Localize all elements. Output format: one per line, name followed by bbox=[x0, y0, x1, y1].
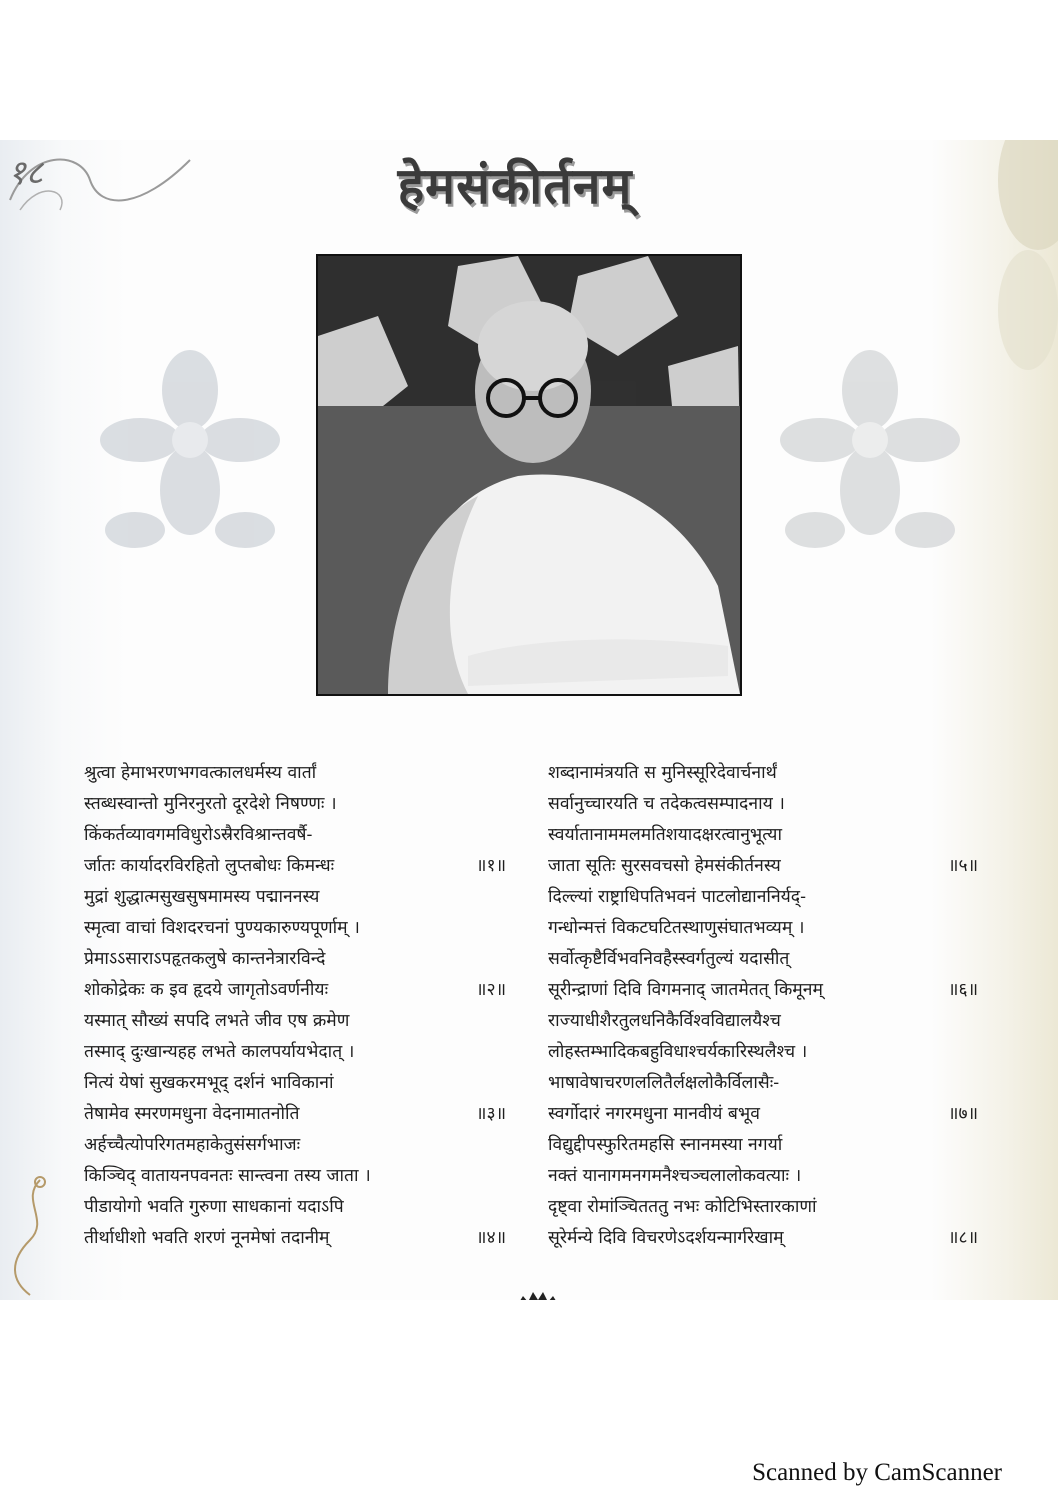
verse-number: ॥१॥ bbox=[476, 856, 507, 876]
verse-number: ॥३॥ bbox=[476, 1104, 507, 1124]
verse-number: ॥५॥ bbox=[948, 856, 979, 876]
verse-text: श्रुत्वा हेमाभरणभगवत्कालधर्मस्य वार्तां bbox=[84, 763, 317, 783]
verse-text: प्रेमाऽऽसाराऽपहृतकलुषे कान्तनेत्रारविन्दे bbox=[84, 949, 326, 969]
verse-text: स्तब्धस्वान्तो मुनिरनुरतो दूरदेशे निषण्णः । bbox=[84, 794, 337, 814]
verse-line bbox=[84, 820, 534, 851]
verse-line bbox=[548, 1037, 998, 1068]
verse-line bbox=[548, 944, 998, 975]
page-number: १८ bbox=[8, 153, 44, 193]
verse-line bbox=[84, 1037, 534, 1068]
verses-right-column bbox=[548, 758, 998, 1254]
verse-text: स्वर्यातानाममलमतिशयादक्षरत्वानुभूत्या bbox=[548, 825, 782, 845]
page-title: हेमसंकीर्तनम् bbox=[397, 156, 633, 215]
verse-line bbox=[548, 1099, 998, 1130]
verse-line bbox=[548, 1006, 998, 1037]
verse-text: लोहस्तम्भादिकबहुविधाश्चर्यकारिस्थलैश्च । bbox=[548, 1042, 808, 1062]
bottom-ornament-icon bbox=[518, 1290, 558, 1300]
verse-text: दृष्ट्वा रोमांञ्चितततु नभः कोटिभिस्तारकाणां bbox=[548, 1197, 817, 1217]
verse-line bbox=[548, 851, 998, 882]
verse-text: सूरेर्मन्ये दिवि विचरणेऽदर्शयन्मार्गरेखाम् bbox=[548, 1228, 784, 1248]
vine-ornament-icon bbox=[0, 1170, 60, 1300]
verses-left-column bbox=[84, 758, 534, 1254]
scanner-watermark: Scanned by CamScanner bbox=[752, 1459, 1002, 1486]
monk-portrait-photo bbox=[316, 254, 742, 696]
verse-text: विद्युद्दीपस्फुरितमहसि स्नानमस्या नगर्या bbox=[548, 1135, 783, 1155]
verse-text: दिल्ल्यां राष्ट्राधिपतिभवनं पाटलोद्याननिर्यद्- bbox=[548, 887, 807, 907]
damask-ornament-right-icon bbox=[760, 330, 980, 580]
verse-text: नित्यं येषां सुखकरमभूद् दर्शनं भाविकानां bbox=[84, 1073, 334, 1093]
verse-line bbox=[84, 1068, 534, 1099]
damask-ornament-left-icon bbox=[80, 330, 300, 580]
verse-text: जाता सूतिः सुरसवचसो हेमसंकीर्तनस्य bbox=[548, 856, 781, 876]
verse-line bbox=[548, 789, 998, 820]
verse-text: सर्वोत्कृष्टैर्विभवनिवहैस्स्वर्गतुल्यं यदासीत् bbox=[548, 949, 790, 969]
verse-text: भाषावेषाचरणललितैर्लक्षलोकैर्विलासैः- bbox=[548, 1073, 780, 1093]
verse-text: तेषामेव स्मरणमधुना वेदनामातनोति bbox=[84, 1104, 300, 1124]
verse-number: ॥२॥ bbox=[476, 980, 507, 1000]
verse-line bbox=[548, 882, 998, 913]
verse-line bbox=[84, 1223, 534, 1254]
verse-text: स्वर्गोदारं नगरमधुना मानवीयं बभूव bbox=[548, 1104, 760, 1124]
verse-line bbox=[84, 975, 534, 1006]
verse-text: नक्तं यानागमनगमनैश्चञ्चलालोकवत्याः । bbox=[548, 1166, 802, 1186]
verse-line bbox=[84, 1192, 534, 1223]
verse-line bbox=[548, 1161, 998, 1192]
verse-text: सूरीन्द्राणां दिवि विगमनाद् जातमेतत् किमूनम् bbox=[548, 980, 823, 1000]
verse-line bbox=[548, 1192, 998, 1223]
verse-text: किञ्चिद् वातायनपवनतः सान्त्वना तस्य जाता । bbox=[84, 1166, 371, 1186]
verse-line bbox=[84, 1130, 534, 1161]
verse-line bbox=[84, 913, 534, 944]
verse-text: यस्मात् सौख्यं सपदि लभते जीव एष क्रमेण bbox=[84, 1011, 350, 1031]
verse-line bbox=[548, 1068, 998, 1099]
verse-text: पीडायोगो भवति गुरुणा साधकानां यदाऽपि bbox=[84, 1197, 344, 1217]
verse-number: ॥८॥ bbox=[948, 1228, 979, 1248]
verse-line bbox=[548, 1130, 998, 1161]
verse-text: राज्याधीशैरतुलधनिकैर्विश्वविद्यालयैश्च bbox=[548, 1011, 781, 1031]
verse-line bbox=[84, 1099, 534, 1130]
verse-text: सर्वानुच्चारयति च तदेकत्वसम्पादनाय । bbox=[548, 794, 785, 814]
verse-text: मुद्रां शुद्धात्मसुखसुषमामस्य पद्माननस्य bbox=[84, 887, 320, 907]
verse-line bbox=[84, 882, 534, 913]
verse-line bbox=[548, 1223, 998, 1254]
verse-text: तीर्थाधीशो भवति शरणं नूनमेषां तदानीम् bbox=[84, 1228, 330, 1248]
verse-text: तस्माद् दुःखान्यहह लभते कालपर्यायभेदात् । bbox=[84, 1042, 355, 1062]
verse-line bbox=[84, 758, 534, 789]
verse-line bbox=[84, 1006, 534, 1037]
book-page bbox=[0, 140, 1058, 1300]
verse-number: ॥६॥ bbox=[948, 980, 979, 1000]
verse-text: शोकोद्रेकः क इव हृदये जागृतोऽवर्णनीयः bbox=[84, 980, 329, 1000]
verse-line bbox=[84, 944, 534, 975]
verse-line bbox=[84, 1161, 534, 1192]
portrait-photo-icon bbox=[318, 256, 740, 694]
verse-text: शब्दानामंत्रयति स मुनिस्सूरिदेवार्चनार्थं bbox=[548, 763, 777, 783]
verse-line bbox=[548, 758, 998, 789]
verse-line bbox=[84, 789, 534, 820]
verse-line bbox=[548, 820, 998, 851]
verse-number: ॥४॥ bbox=[476, 1228, 507, 1248]
verse-line bbox=[548, 975, 998, 1006]
verse-text: स्मृत्वा वाचां विशदरचनां पुण्यकारुण्यपूर्णाम् । bbox=[84, 918, 360, 938]
verse-number: ॥७॥ bbox=[948, 1104, 979, 1124]
verse-line bbox=[84, 851, 534, 882]
verse-text: किंकर्तव्यावगमविधुरोऽस्रैरविश्रान्तवर्षै- bbox=[84, 825, 313, 845]
verse-line bbox=[548, 913, 998, 944]
verse-text: गन्धोन्मत्तं विकटघटितस्थाणुसंघातभव्यम् । bbox=[548, 918, 805, 938]
verse-text: र्जातः कार्यादरविरहितो लुप्तबोधः किमन्धः bbox=[84, 856, 335, 876]
verse-text: अर्हच्चैत्योपरिगतमहाकेतुसंसर्गभाजः bbox=[84, 1135, 301, 1155]
